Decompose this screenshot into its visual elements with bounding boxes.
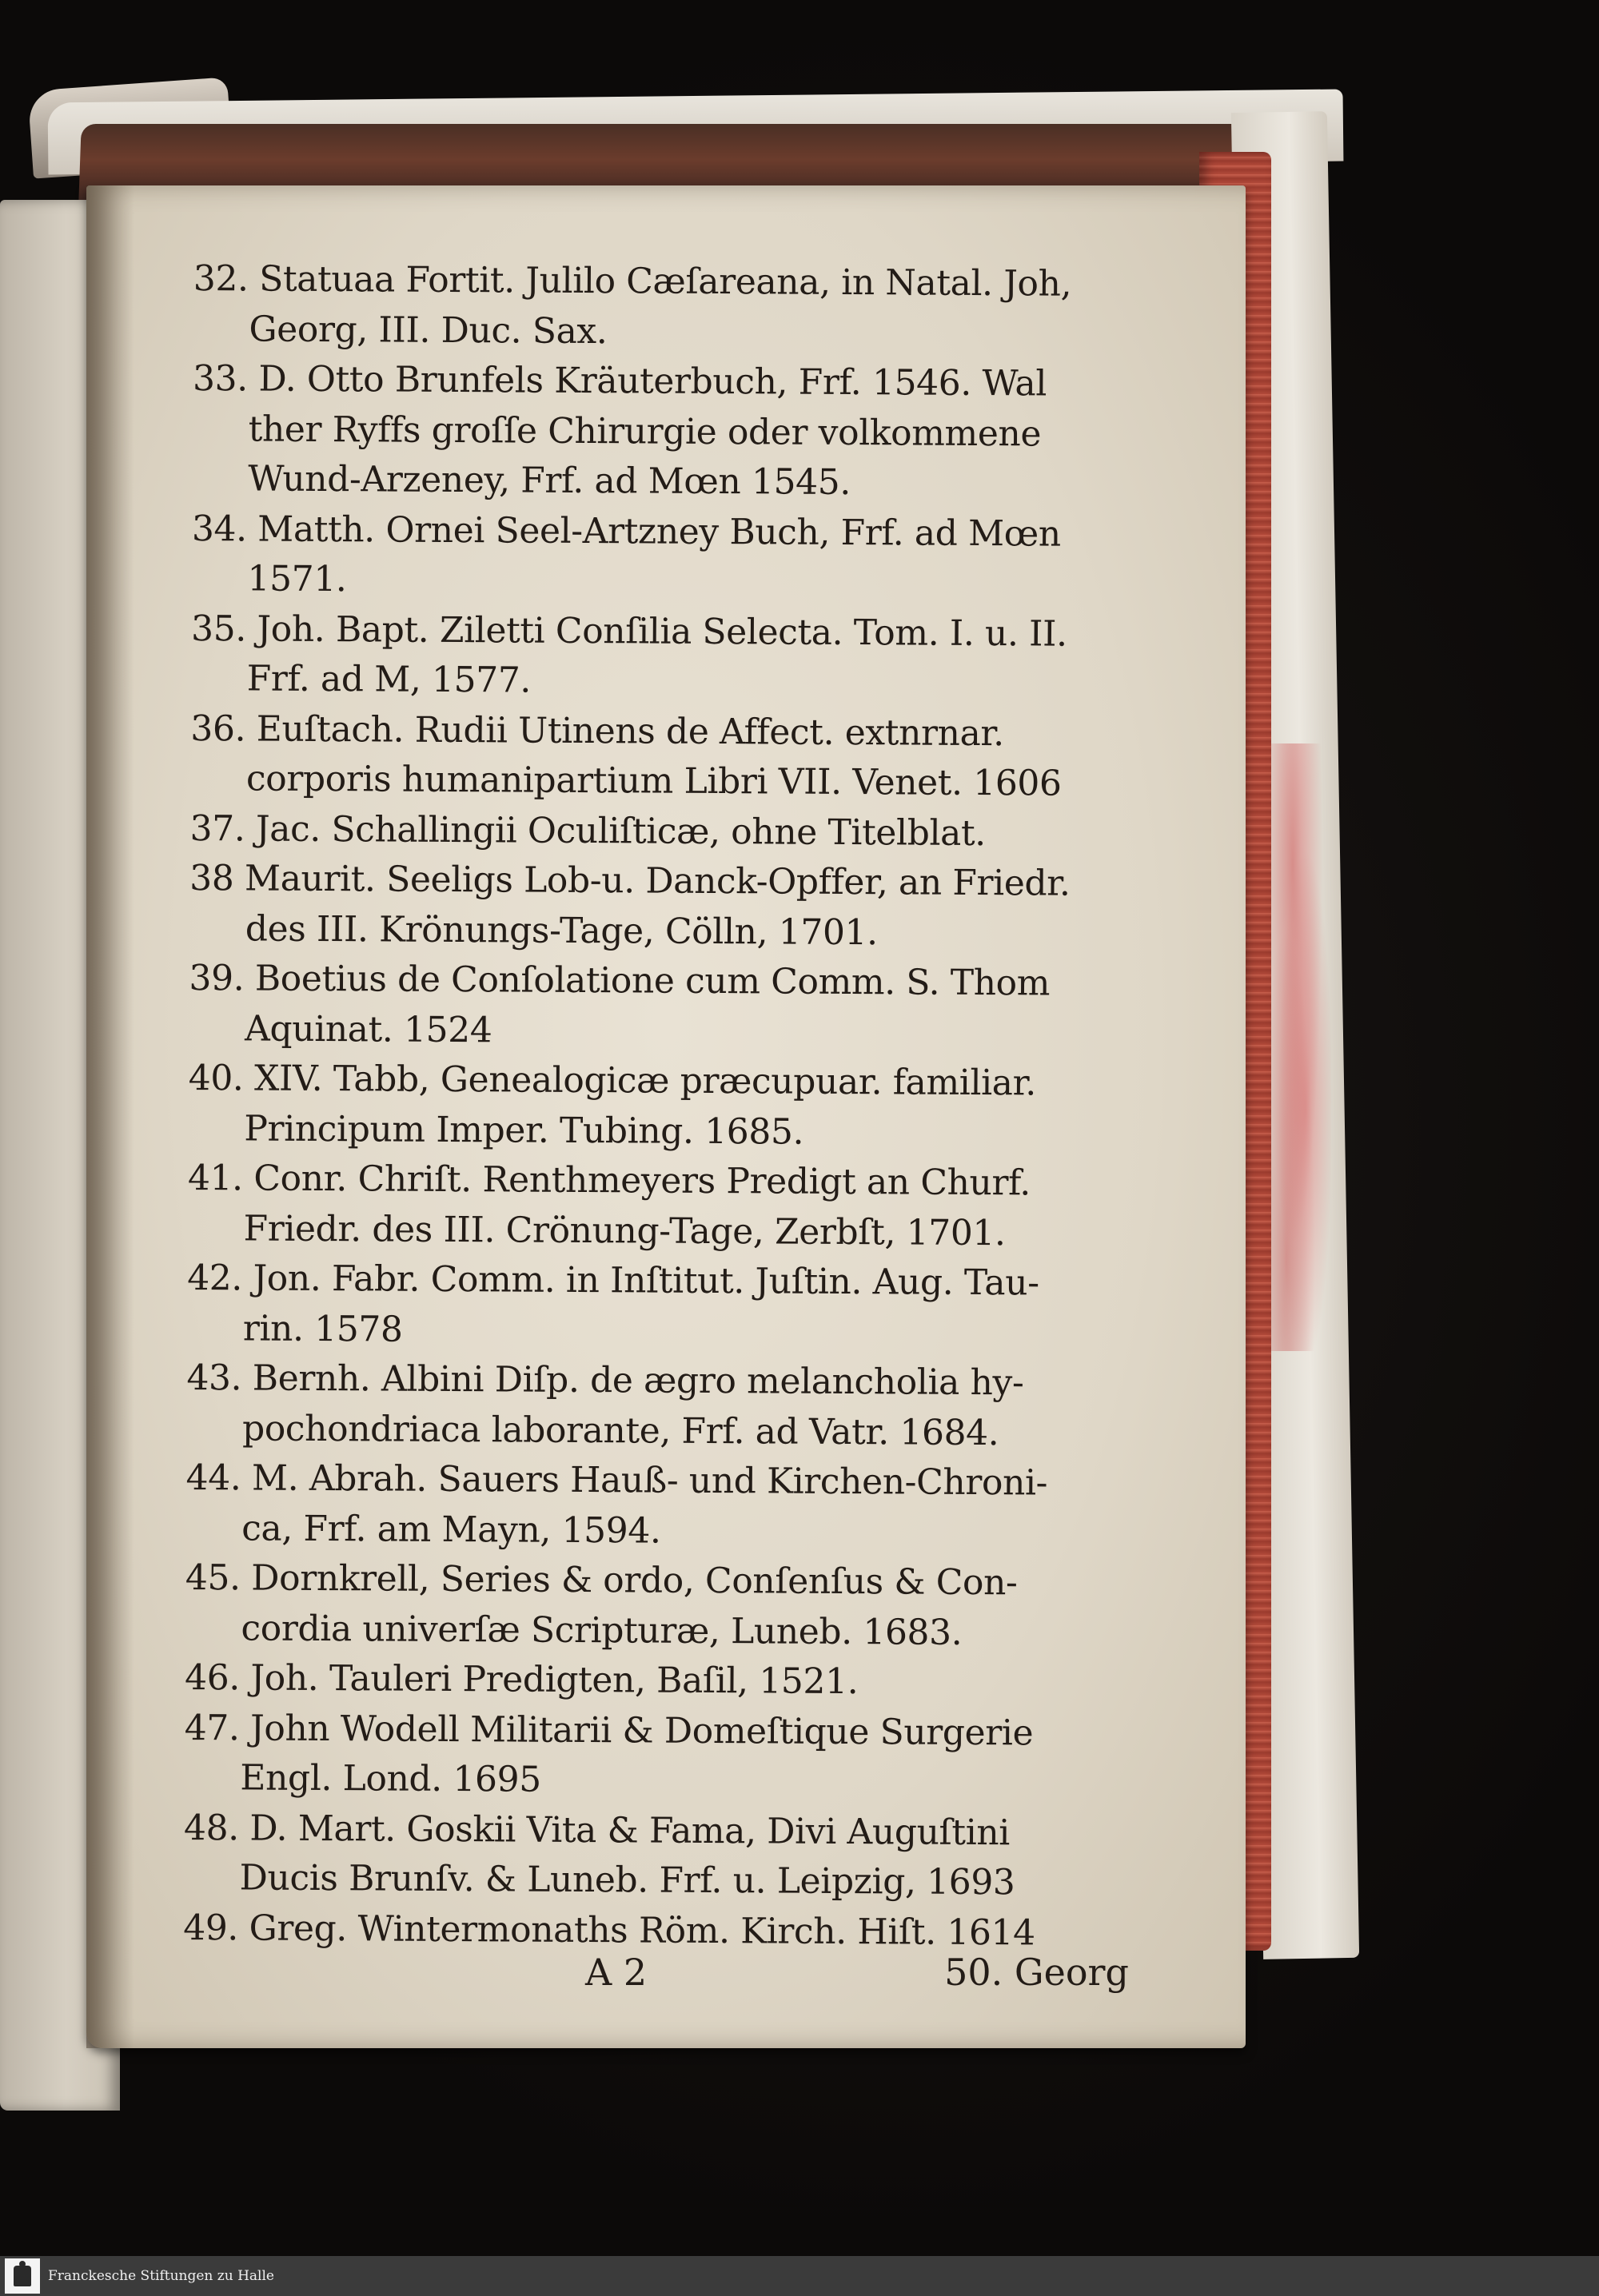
catalog-entry: [185, 1653, 1128, 1709]
entry-first-line: 36. Euſtach. Rudii Utinens de Affect. extnrnar.: [190, 708, 1004, 754]
entry-first-line: 37. Jac. Schallingii Oculiſticæ, ohne Titelblat.: [189, 807, 986, 854]
entry-first-line: 38 Maurit. Seeligs Lob-u. Danck-Opffer, an Friedr.: [189, 857, 1071, 904]
entry-continuation-line: Frf. ad M, 1577.: [246, 658, 532, 701]
catalog-entry: [185, 1553, 1129, 1659]
signature-mark: A 2: [585, 1951, 648, 1994]
catalog-entry: [187, 1254, 1131, 1359]
catalog-entry: [190, 704, 1134, 809]
catalog-entry: [188, 1054, 1132, 1159]
entry-first-line: 43. Bernh. Albini Diſp. de ægro melancholia hy-: [186, 1357, 1024, 1404]
entry-continuation-line: ca, Frf. am Mayn, 1594.: [241, 1507, 661, 1552]
caption-bar: [0, 2256, 1599, 2296]
entry-continuation-line: des III. Krönungs-Tage, Cölln, 1701.: [245, 907, 878, 953]
entry-continuation-line: Principum Imper. Tubing. 1685.: [244, 1107, 804, 1153]
catalog-entry: [183, 1803, 1127, 1908]
entry-first-line: 48. D. Mart. Goskii Vita & Fama, Divi Auguſtini: [183, 1807, 1011, 1853]
entry-continuation-line: rin. 1578: [242, 1307, 403, 1350]
catalog-entry: [191, 504, 1135, 609]
entry-continuation-line: cordia univerſæ Scripturæ, Luneb. 1683.: [241, 1607, 963, 1653]
entry-first-line: 46. Joh. Tauleri Predigten, Baſil, 1521.: [184, 1656, 859, 1703]
catalog-entry: [184, 1703, 1128, 1808]
catalog-entry: [189, 803, 1133, 859]
entry-first-line: 41. Conr. Chriſt. Renthmeyers Predigt an Churf.: [187, 1157, 1031, 1204]
entry-first-line: 40. XIV. Tabb, Genealogicæ præcupuar. familiar.: [188, 1057, 1037, 1104]
entry-first-line: 42. Jon. Fabr. Comm. in Inſtitut. Juſtin. Aug. Tau-: [187, 1257, 1039, 1304]
book-list-text: [183, 254, 1137, 1959]
catalog-entry: [192, 354, 1136, 510]
institution-logo-icon: [5, 2258, 40, 2294]
entry-continuation-line: 1571.: [247, 558, 347, 600]
catalog-entry: [191, 604, 1135, 709]
entry-first-line: 32. Statuaa Fortit. Julilo Cæſareana, in Natal. Joh,: [193, 257, 1072, 305]
catalog-entry: [185, 1453, 1130, 1559]
catchword: 50. Georg: [944, 1951, 1129, 1994]
entry-first-line: 44. M. Abrah. Sauers Hauß- und Kirchen-Chroni-: [185, 1457, 1048, 1504]
entry-first-line: 33. D. Otto Brunfels Kräuterbuch, Frf. 1546. Wal: [192, 357, 1047, 405]
entry-first-line: 49. Greg. Wintermonaths Röm. Kirch. Hiſt. 1614: [183, 1907, 1035, 1953]
entry-continuation-line: Friedr. des III. Crönung-Tage, Zerbſt, 1701.: [243, 1207, 1006, 1254]
catalog-entry: [186, 1353, 1130, 1459]
entry-first-line: 39. Boetius de Conſolatione cum Comm. S. Thom: [189, 957, 1051, 1004]
catalog-entry: [189, 954, 1133, 1059]
entry-continuation-line: Wund-Arzeney, Frf. ad Mœn 1545.: [248, 458, 851, 504]
catalog-entry: [189, 854, 1134, 959]
page-footer: [209, 1951, 1129, 2007]
entry-first-line: 47. John Wodell Militarii & Domeſtique Surgerie: [184, 1707, 1034, 1753]
entry-first-line: 35. Joh. Bapt. Ziletti Conſilia Selecta. Tom. I. u. II.: [190, 608, 1067, 655]
entry-continuation-line: ther Ryffs groſſe Chirurgie oder volkommene: [248, 408, 1042, 454]
entry-continuation-line: pochondriaca laborante, Frf. ad Vatr. 1684.: [241, 1407, 999, 1453]
entry-first-line: 45. Dornkrell, Series & ordo, Conſenſus & Con-: [185, 1557, 1018, 1604]
catalog-entry: [193, 254, 1137, 360]
entry-continuation-line: Ducis Brunſv. & Luneb. Frf. u. Leipzig, 1693: [239, 1857, 1015, 1903]
marbled-endpaper: [1267, 743, 1331, 1351]
caption-text: Franckesche Stiftungen zu Halle: [48, 2268, 274, 2284]
catalog-entry: [187, 1154, 1131, 1259]
entry-continuation-line: Aquinat. 1524: [244, 1007, 492, 1050]
entry-continuation-line: corporis humanipartium Libri VII. Venet. 1606: [245, 758, 1062, 804]
entry-continuation-line: Georg, III. Duc. Sax.: [249, 308, 608, 352]
page-gutter-shadow: [86, 185, 134, 2048]
entry-first-line: 34. Matth. Ornei Seel-Artzney Buch, Frf. ad Mœn: [191, 508, 1061, 555]
entry-continuation-line: Engl. Lond. 1695: [240, 1757, 541, 1800]
